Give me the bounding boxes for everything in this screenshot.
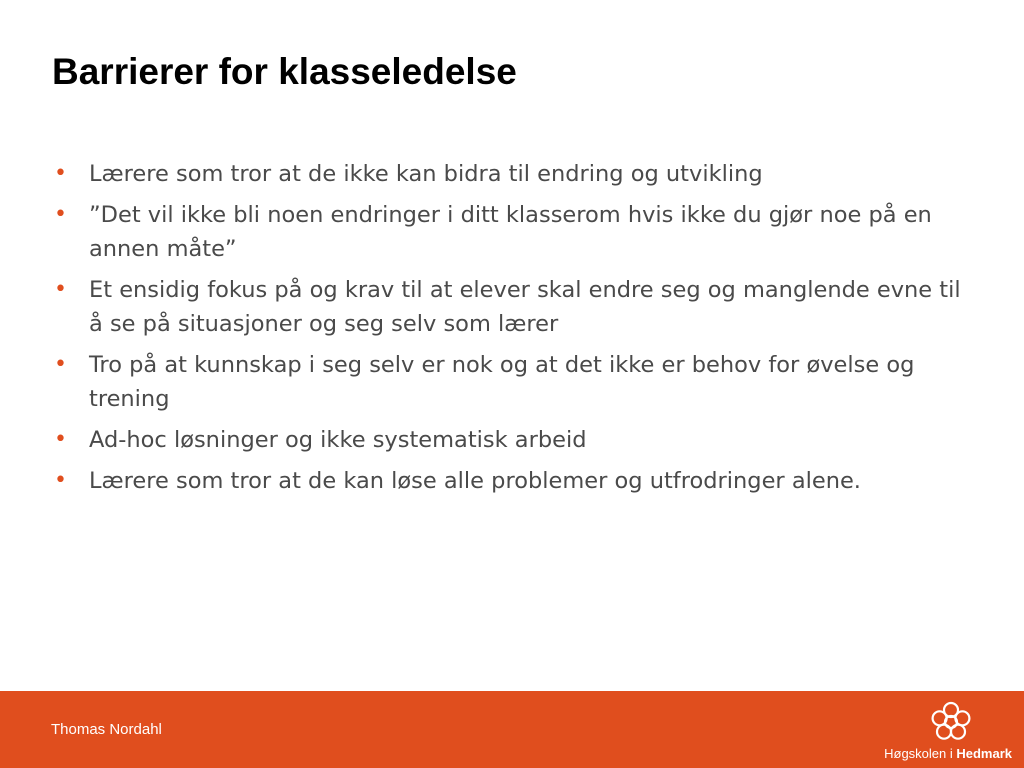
slide-title: Barrierer for klasseledelse (52, 51, 517, 92)
bullet-point-icon: • (54, 427, 67, 452)
bullet-point-icon: • (54, 352, 67, 377)
bullet-item (52, 198, 972, 266)
logo-text (884, 746, 1012, 762)
bullet-item (52, 157, 972, 191)
bullet-text: Lærere som tror at de ikke kan bidra til endring og utvikling (89, 161, 763, 187)
bullet-point-icon: • (54, 161, 67, 186)
bullet-text: Tro på at kunnskap i seg selv er nok og at det ikke er behov for øvelse og trening (89, 352, 915, 412)
logo-text-bold: Hedmark (956, 746, 1012, 761)
bullet-point-icon: • (54, 468, 67, 493)
bullet-item (52, 273, 972, 341)
bullet-point-icon: • (54, 277, 67, 302)
footer-bar (0, 691, 1024, 768)
bullet-item (52, 348, 972, 416)
bullet-item (52, 423, 972, 457)
bullet-item (52, 464, 972, 498)
bullet-text: ”Det vil ikke bli noen endringer i ditt klasserom hvis ikke du gjør noe på en annen måte” (89, 202, 932, 262)
bullet-list (52, 157, 972, 505)
logo-text-regular: Høgskolen i (884, 746, 957, 761)
bullet-text: Lærere som tror at de kan løse alle problemer og utfrodringer alene. (89, 468, 861, 494)
footer-author: Thomas Nordahl (51, 721, 162, 738)
bullet-text: Ad-hoc løsninger og ikke systematisk arbeid (89, 427, 587, 453)
bullet-text: Et ensidig fokus på og krav til at elever skal endre seg og manglende evne til å se på situasjoner og seg selv som lærer (89, 277, 961, 337)
flower-knot-icon (929, 701, 973, 743)
bullet-point-icon: • (54, 202, 67, 227)
